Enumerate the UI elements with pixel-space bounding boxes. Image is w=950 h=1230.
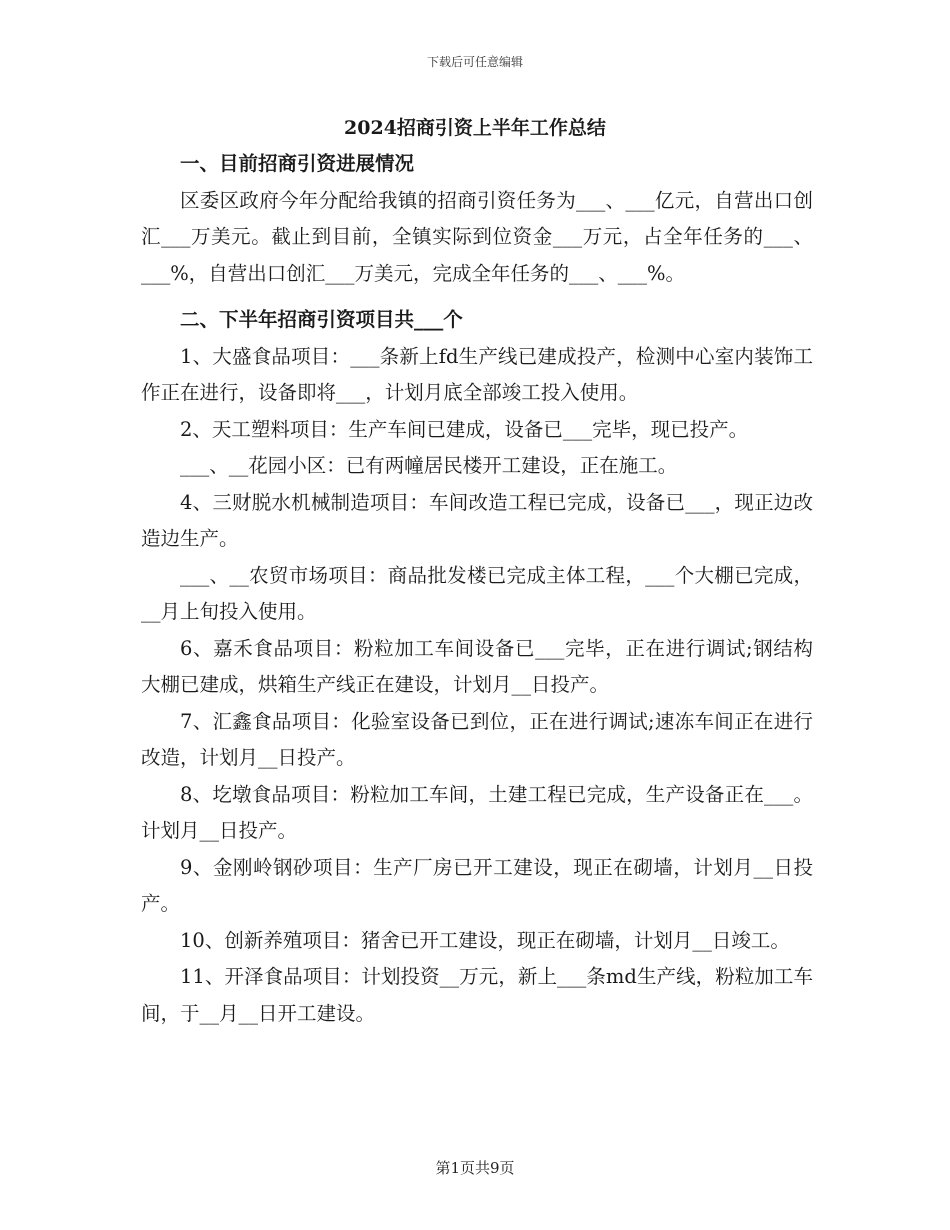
paragraph: 2、天工塑料项目：生产车间已建成，设备已___完毕，现已投产。 — [180, 417, 749, 441]
paragraph: 区委区政府今年分配给我镇的招商引资任务为___、___亿元，自营出口创汇___万美元。截止到目前，全镇实际到位资金___万元，占全年任务的___、___%，自营出口创汇___万美元，完成全年任务的___、___%。 — [141, 188, 813, 285]
paragraph: 9、金刚岭钢砂项目：生产厂房已开工建设，现正在砌墙，计划月__日投产。 — [141, 855, 813, 915]
section-heading: 二、下半年招商引资项目共___个 — [180, 308, 463, 331]
paragraph: 1、大盛食品项目：___条新上fd生产线已建成投产，检测中心室内装饰工作正在进行，设备即将___，计划月底全部竣工投入使用。 — [141, 344, 813, 404]
paragraph: 11、开泽食品项目：计划投资__万元，新上___条md生产线，粉粒加工车间，于__月__日开工建设。 — [141, 965, 813, 1025]
page-footer: 第1页共9页 — [435, 1159, 515, 1177]
paragraph: 6、嘉禾食品项目：粉粒加工车间设备已___完毕，正在进行调试;钢结构大棚已建成，烘箱生产线正在建设，计划月__日投产。 — [141, 636, 813, 696]
document-body — [141, 146, 813, 1032]
paragraph: 10、创新养殖项目：猪舍已开工建设，现正在砌墙，计划月__日竣工。 — [180, 928, 790, 952]
header-note: 下载后可任意编辑 — [426, 55, 523, 69]
paragraph: 8、圪墩食品项目：粉粒加工车间，土建工程已完成，生产设备正在___。计划月__日投产。 — [141, 782, 813, 842]
paragraph: 4、三财脱水机械制造项目：车间改造工程已完成，设备已___，现正边改造边生产。 — [141, 490, 813, 550]
paragraph: ___、__农贸市场项目：商品批发楼已完成主体工程，___个大棚已完成，__月上旬投入使用。 — [141, 563, 813, 623]
document-title: 2024招商引资上半年工作总结 — [344, 117, 606, 139]
section-heading: 一、目前招商引资进展情况 — [180, 152, 415, 175]
paragraph: ___、__花园小区：已有两幢居民楼开工建设，正在施工。 — [180, 454, 678, 477]
paragraph: 7、汇鑫食品项目：化验室设备已到位，正在进行调试;速冻车间正在进行改造，计划月__日投产。 — [141, 709, 813, 769]
